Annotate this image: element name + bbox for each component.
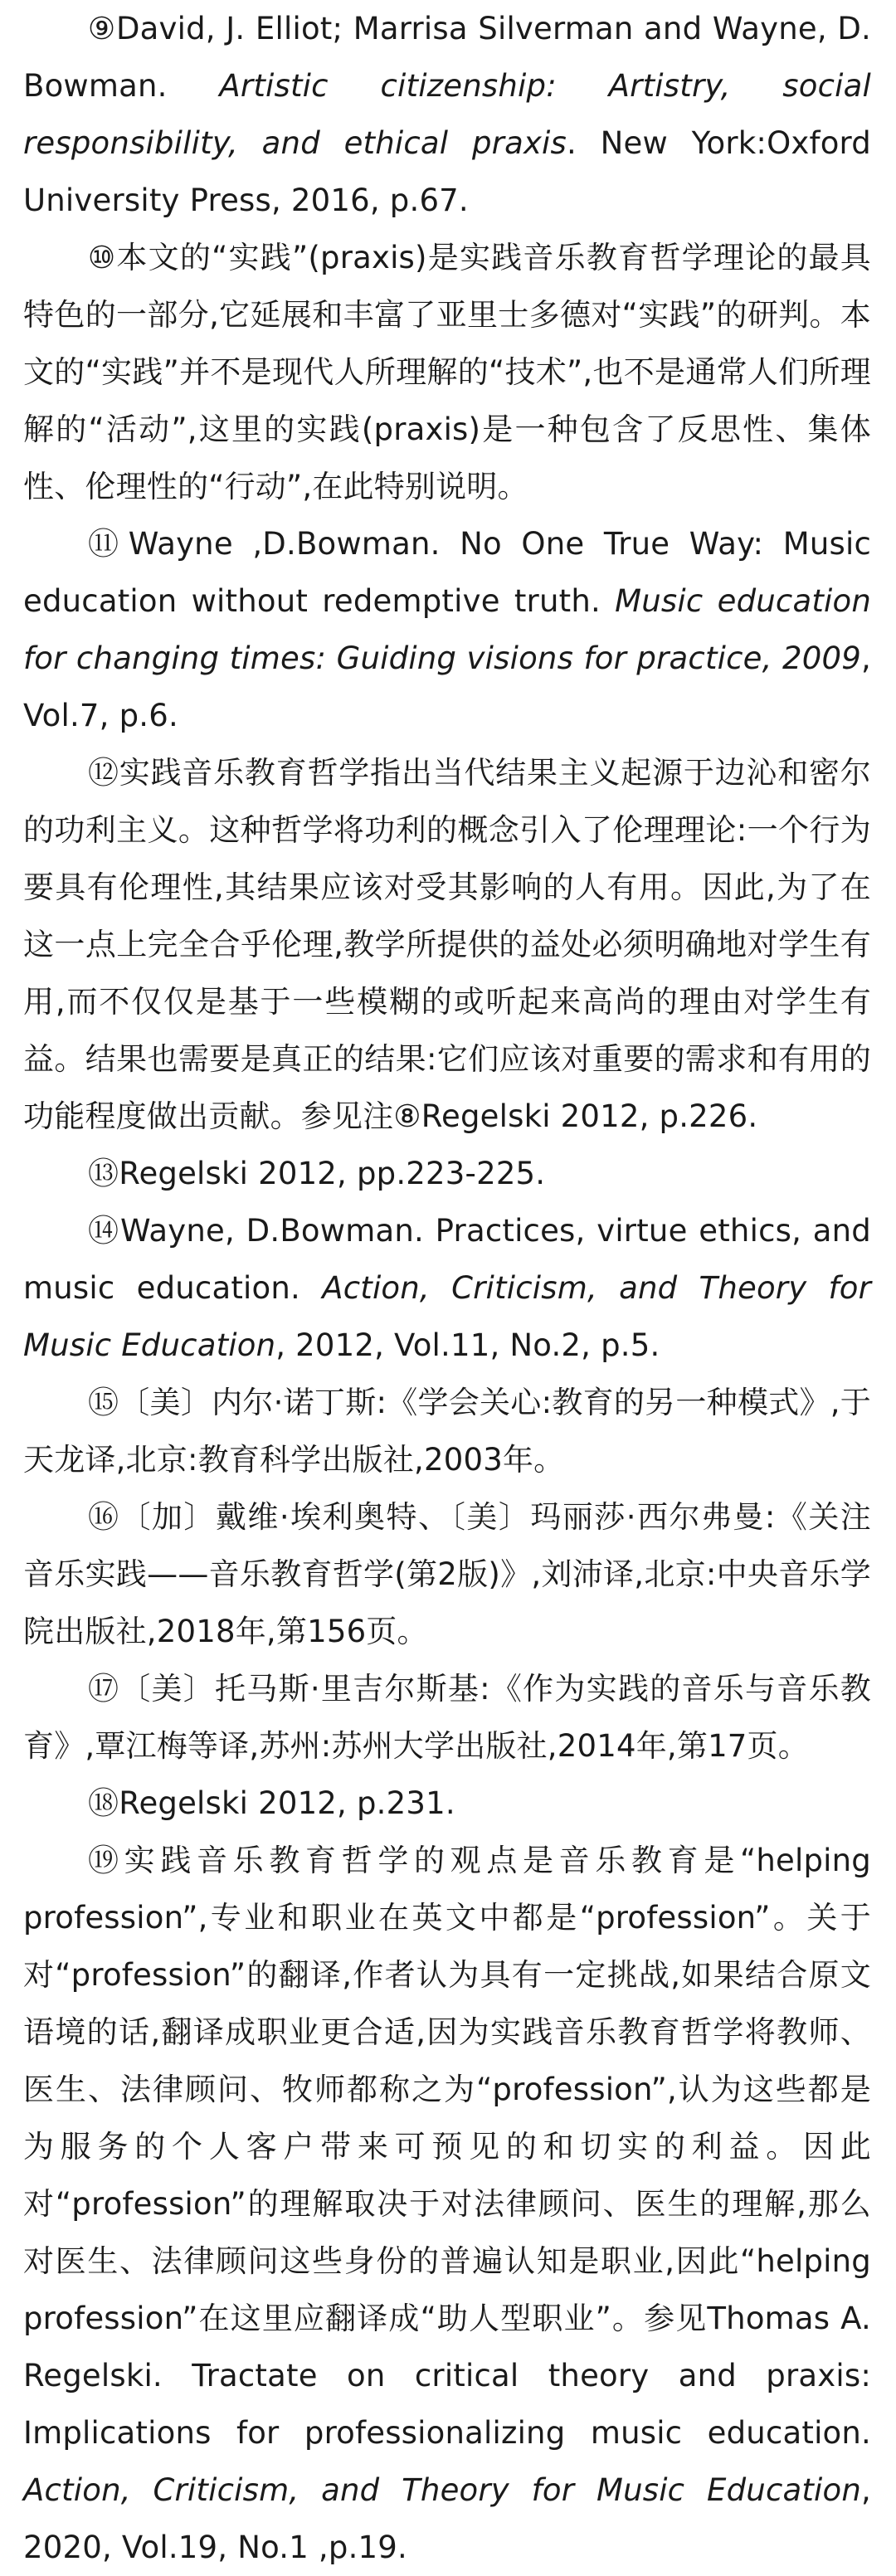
- footnote-italic-title: Action, Criticism, and Theory for Music Education: [23, 1270, 872, 1363]
- footnote-text: ⑮〔美〕内尔·诺丁斯:《学会关心:教育的另一种模式》,于天龙译,北京:教育科学出版社,2003年。: [23, 1385, 871, 1478]
- footnote-9: [23, 0, 871, 229]
- footnote-text: . New York:Oxford University Press, 2016, p.67.: [23, 125, 871, 218]
- footnote-text: ⑨David, J. Elliot; Marrisa Silverman and Wayne, D. Bowman.: [23, 11, 871, 104]
- footnote-text: ⑪Wayne ,D.Bowman. No One True Way: Music education without redemptive truth.: [23, 526, 871, 619]
- footnote-text: ⑬Regelski 2012, pp.223-225.: [88, 1156, 546, 1191]
- footnote-text: ⑰〔美〕托马斯·里吉尔斯基:《作为实践的音乐与音乐教育》,覃江梅等译,苏州:苏州大学出版社,2014年,第17页。: [23, 1671, 871, 1764]
- footnote-19: [23, 1832, 871, 2576]
- footnote-10: [23, 229, 871, 515]
- footnote-11: [23, 515, 871, 744]
- footnote-italic-title: Music education for changing times: Guiding visions for practice, 2009: [23, 583, 871, 676]
- footnote-15: [23, 1374, 871, 1488]
- footnote-text: , 2020, Vol.19, No.1 ,p.19.: [23, 2472, 871, 2565]
- footnote-17: [23, 1660, 871, 1775]
- footnote-18: [23, 1775, 871, 1832]
- footnote-italic-title: Artistic citizenship: Artistry, social responsibility, and ethical praxis: [23, 68, 872, 161]
- footnote-text: , Vol.7, p.6.: [23, 640, 871, 733]
- footnote-12: [23, 744, 871, 1145]
- footnote-13: [23, 1145, 871, 1202]
- footnote-text: ⑩本文的“实践”(praxis)是实践音乐教育哲学理论的最具特色的一部分,它延展和丰富了亚里士多德对“实践”的研判。本文的“实践”并不是现代人所理解的“技术”,也不是通常人们所理解的“活动”,这里的实践(praxis)是一种包含了反思性、集体性、伦理性的“行动”,在此特别说明。: [23, 240, 871, 504]
- footnote-text: , 2012, Vol.11, No.2, p.5.: [275, 1327, 660, 1363]
- footnote-text: ⑲实践音乐教育哲学的观点是音乐教育是“helping profession”,专业和职业在英文中都是“profession”。关于对“profession”的翻译,作者认为具有一定挑战,如果结合原文语境的话,翻译成职业更合适,因为实践音乐教育哲学将教师、医生、法律顾问、牧师都称之为“profession”,认为这些都是为服务的个人客户带来可预见的和切实的利益。因此对“profession”的理解取决于对法律顾问、医生的理解,那么对医生、法律顾问这些身份的普遍认知是职业,因此“helping profession”在这里应翻译成“助人型职业”。参见Thomas A. Regelski. Tractate on critical theory and praxis: Implications for professionalizing music education.: [23, 1843, 871, 2451]
- footnote-text: ⑱Regelski 2012, p.231.: [88, 1785, 455, 1821]
- footnote-italic-title: Action, Criticism, and Theory for Music Education: [23, 2472, 862, 2508]
- footnote-16: [23, 1488, 871, 1660]
- footnote-text: ⑭Wayne, D.Bowman. Practices, virtue ethics, and music education.: [23, 1213, 871, 1306]
- footnote-text: ⑯〔加〕戴维·埃利奥特、〔美〕玛丽莎·西尔弗曼:《关注音乐实践——音乐教育哲学(第2版)》,刘沛译,北京:中央音乐学院出版社,2018年,第156页。: [23, 1499, 871, 1649]
- footnote-14: [23, 1202, 871, 1374]
- footnote-text: ⑫实践音乐教育哲学指出当代结果主义起源于边沁和密尔的功利主义。这种哲学将功利的概念引入了伦理理论:一个行为要具有伦理性,其结果应该对受其影响的人有用。因此,为了在这一点上完全合乎伦理,教学所提供的益处必须明确地对学生有用,而不仅仅是基于一些模糊的或听起来高尚的理由对学生有益。结果也需要是真正的结果:它们应该对重要的需求和有用的功能程度做出贡献。参见注⑧Regelski 2012, p.226.: [23, 755, 871, 1134]
